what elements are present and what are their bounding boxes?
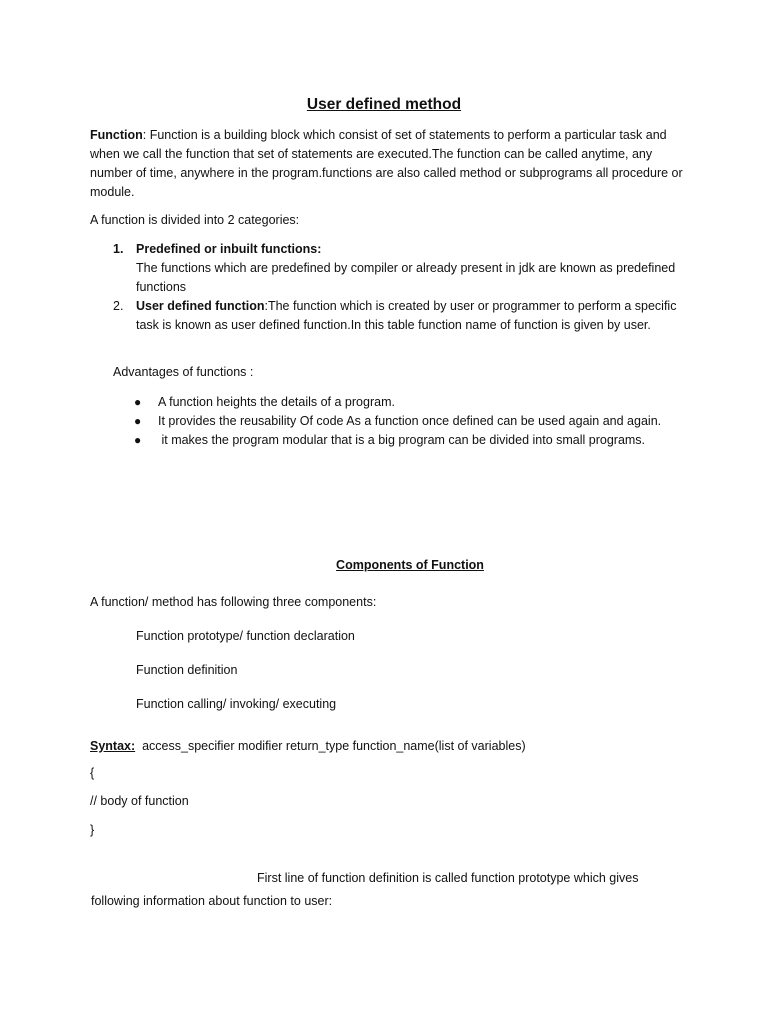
closing-line-1: First line of function definition is called function prototype which gives [257,871,639,885]
components-heading: Components of Function [336,558,484,572]
syntax-line [90,737,690,756]
syntax-text: access_specifier modifier return_type function_name(list of variables) [142,739,526,753]
intro-text: : Function is a building block which consist of set of statements to perform a particular task and when we call the function that set of statements are executed.The function can be called anytime, any number of time, anywhere in the program.functions are also called method or subprograms all procedure or module. [90,128,683,199]
syntax-body-comment: // body of function [90,794,189,808]
components-intro: A function/ method has following three components: [90,595,377,609]
advantage-text: It provides the reusability Of code As a function once defined can be used again and again. [158,414,662,428]
advantage-item [134,393,694,412]
syntax-label: Syntax: [90,739,136,753]
category-heading: Predefined or inbuilt functions: [136,242,322,256]
component-item: Function definition [136,663,238,677]
intro-paragraph [90,126,690,202]
categories-intro: A function is divided into 2 categories: [90,213,300,227]
bullet-icon: ● [134,395,142,409]
category-number: 1. [113,242,124,256]
intro-label: Function [90,128,143,142]
advantage-text: A function heights the details of a program. [158,395,395,409]
component-item: Function prototype/ function declaration [136,629,355,643]
bullet-icon: ● [134,433,142,447]
syntax-open-brace: { [90,766,95,780]
bullet-icon: ● [134,414,142,428]
syntax-close-brace: } [90,823,95,837]
advantage-item [134,412,694,431]
category-text: :The function which is created by user or programmer to perform a specific task is known as user defined function.In this table function name of function is given by user. [136,299,677,332]
advantage-item [134,431,694,450]
component-item: Function calling/ invoking/ executing [136,697,337,711]
advantage-text: it makes the program modular that is a big program can be divided into small programs. [158,433,646,447]
advantages-heading: Advantages of functions : [113,365,254,379]
category-heading: User defined function [136,299,265,313]
category-text: The functions which are predefined by compiler or already present in jdk are known as predefined functions [136,261,676,294]
category-number: 2. [113,299,124,313]
category-item-user-defined [113,297,683,335]
document-title: User defined method [306,96,462,113]
closing-line-2: following information about function to user: [91,894,333,908]
category-item-predefined [113,240,683,297]
